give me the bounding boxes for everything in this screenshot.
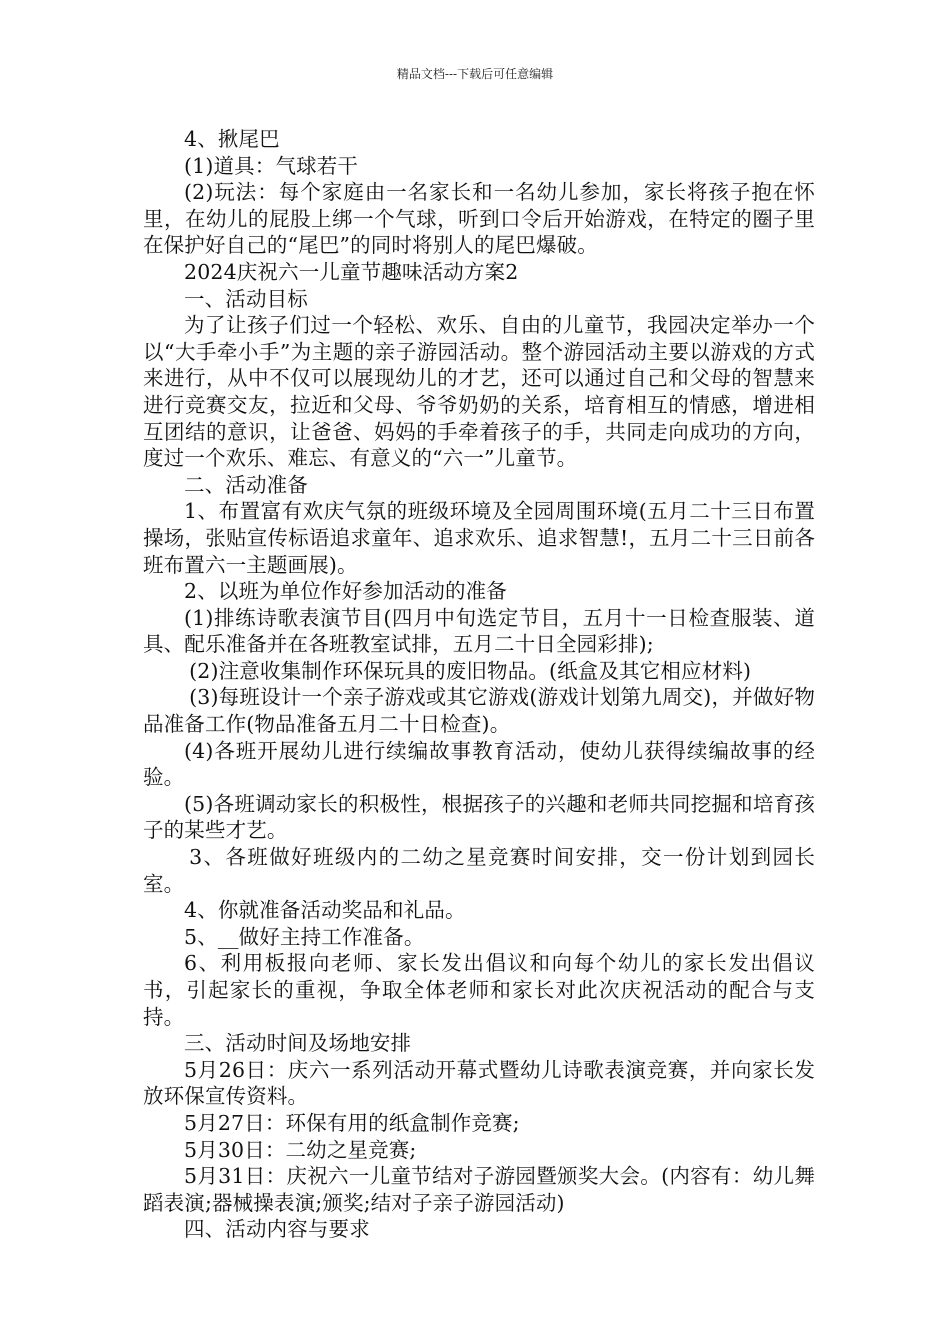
paragraph-prep-4: 4、你就准备活动奖品和礼品。 — [184, 898, 466, 923]
paragraph-prep-2: 2、以班为单位作好参加活动的准备 — [184, 579, 507, 604]
paragraph-prep-2-4: (4)各班开展幼儿进行续编故事教育活动，使幼儿获得续编故事的经验。 — [143, 738, 815, 790]
paragraph-plan-title: 2024庆祝六一儿童节趣味活动方案2 — [184, 259, 519, 284]
section-heading-content: 四、活动内容与要求 — [184, 1217, 370, 1242]
paragraph-schedule-0526: 5月26日：庆六一系列活动开幕式暨幼儿诗歌表演竞赛，并向家长发放环保宣传资料。 — [143, 1057, 815, 1109]
paragraph-schedule-0531: 5月31日：庆祝六一儿童节结对子游园暨颁奖大会。(内容有：幼儿舞蹈表演;器械操表演;颁奖;结对子亲子游园活动) — [143, 1164, 815, 1215]
paragraph-props: (1)道具：气球若干 — [184, 153, 359, 178]
paragraph-prep-6: 6、利用板报向老师、家长发出倡议和向每个幼儿的家长发出倡议书，引起家长的重视，争取全体老师和家长对此次庆祝活动的配合与支持。 — [143, 951, 815, 1029]
paragraph-prep-1: 1、布置富有欢庆气氛的班级环境及全园周围环境(五月二十三日布置操场，张贴宣传标语追求童年、追求欢乐、追求智慧!，五月二十三日前各班布置六一主题画展)。 — [143, 499, 815, 577]
section-heading-schedule: 三、活动时间及场地安排 — [184, 1031, 412, 1056]
paragraph-rules: (2)玩法：每个家庭由一名家长和一名幼儿参加，家长将孩子抱在怀里，在幼儿的屁股上绑一个气球，听到口令后开始游戏，在特定的圈子里在保护好自己的“尾巴”的同时将别人的尾巴爆破。 — [143, 180, 815, 258]
paragraph-prep-2-3: (3)每班设计一个亲子游戏或其它游戏(游戏计划第九周交)，并做好物品准备工作(物品准备五月二十日检查)。 — [143, 685, 815, 737]
page-header: 精品文档---下载后可任意编辑 — [396, 67, 554, 81]
section-heading-goals: 一、活动目标 — [184, 286, 308, 311]
paragraph-prep-2-5: (5)各班调动家长的积极性，根据孩子的兴趣和老师共同挖掘和培育孩子的某些才艺。 — [143, 791, 815, 843]
paragraph-prep-5: 5、__做好主持工作准备。 — [184, 924, 425, 949]
paragraph-prep-3: 3、各班做好班级内的二幼之星竞赛时间安排，交一份计划到园长室。 — [143, 845, 815, 896]
document-body — [143, 126, 815, 1243]
paragraph-prep-2-2: (2)注意收集制作环保玩具的废旧物品。(纸盒及其它相应材料) — [189, 658, 752, 683]
paragraph-schedule-0527: 5月27日：环保有用的纸盒制作竞赛; — [184, 1110, 520, 1135]
section-heading-preparation: 二、活动准备 — [184, 472, 308, 497]
paragraph-game-title: 4、揪尾巴 — [184, 127, 280, 151]
paragraph-goals: 为了让孩子们过一个轻松、欢乐、自由的儿童节，我园决定举办一个以“大手牵小手”为主题的亲子游园活动。整个游园活动主要以游戏的方式来进行，从中不仅可以展现幼儿的才艺，还可以通过自己和父母的智慧来进行竞赛交友，拉近和父母、爷爷奶奶的关系，培育相互的情感，增进相互团结的意识，让爸爸、妈妈的手牵着孩子的手，共同走向成功的方向，度过一个欢乐、难忘、有意义的“六一”儿童节。 — [143, 313, 815, 471]
paragraph-schedule-0530: 5月30日：二幼之星竞赛; — [184, 1137, 417, 1162]
paragraph-prep-2-1: (1)排练诗歌表演节目(四月中旬选定节目，五月十一日检查服装、道具、配乐准备并在各班教室试排，五月二十日全园彩排); — [143, 605, 815, 657]
